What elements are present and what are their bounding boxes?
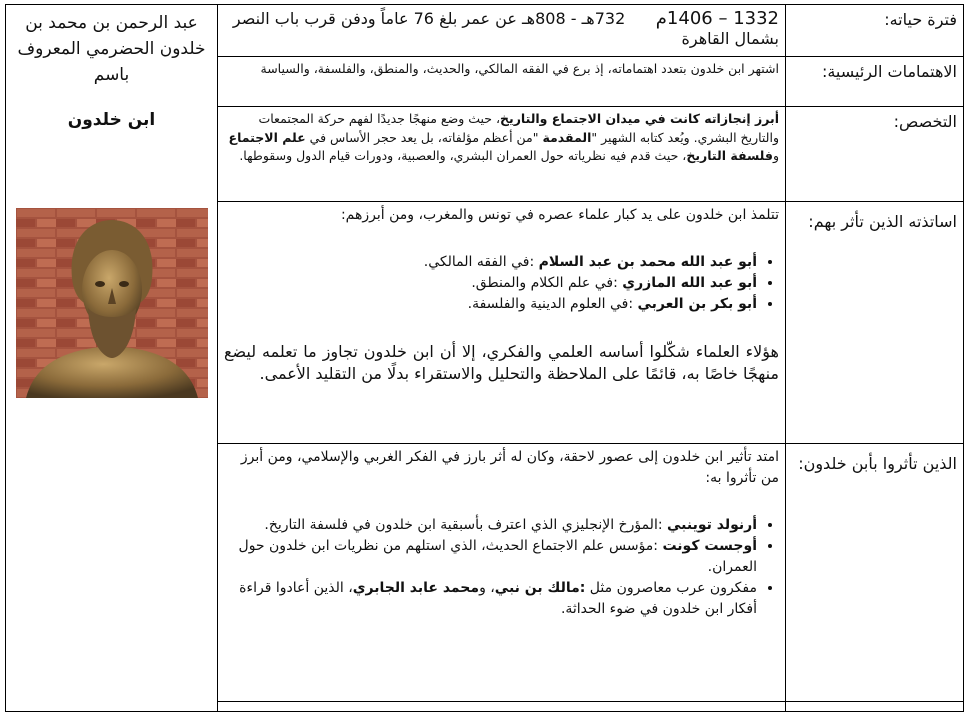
teachers-cell: [218, 202, 786, 444]
list-item: [224, 273, 757, 294]
empty-cell: [218, 702, 786, 712]
specialty-label: التخصص:: [786, 107, 964, 202]
influenced-desc: ، الذين أعادوا قراءة أفكار ابن خلدون في ضوء الحداثة.: [239, 580, 757, 617]
specialty-highlight-1: أبرز إنجازاته كانت في ميدان الاجتماع والتاريخ: [500, 111, 779, 126]
specialty-text: [218, 107, 786, 202]
specialty-part: "من أعظم مؤلفاته، بل يعد حجر الأساس في: [305, 129, 543, 145]
teacher-desc: :في العلوم الدينية والفلسفة.: [467, 296, 638, 312]
teacher-name: أبو بكر بن العربي: [637, 296, 757, 312]
bust-portrait-icon: [16, 208, 208, 398]
specialty-part: ، حيث قدم فيه نظرياته حول العمران البشري، والعصبية، ودورات قيام الدول وسقوطها.: [239, 148, 687, 163]
specialty-part: ، حيث وضع منهجًا جديدًا لفهم حركة المجتمعات والتاريخ البشري. ويُعد كتابه الشهير ": [258, 111, 779, 145]
teacher-name: أبو عبد الله المازري: [622, 275, 757, 291]
specialty-highlight-book: المقدمة: [542, 129, 592, 145]
specialty-highlight-history: فلسفة التاريخ: [686, 148, 773, 163]
empty-cell: [786, 702, 964, 712]
influenced-name: أوجست كونت: [662, 538, 757, 554]
teachers-intro: تتلمذ ابن خلدون على يد كبار علماء عصره في تونس والمغرب، ومن أبرزهم:: [340, 207, 779, 223]
teachers-label: اساتذته الذين تأثر بهم:: [786, 202, 964, 444]
influenced-list: [224, 515, 757, 620]
influenced-desc: :مؤسس علم الاجتماع الحديث، الذي استلهم من نظريات ابن خلدون حول العمران.: [238, 538, 757, 575]
full-name: عبد الرحمن بن محمد بن خلدون الحضرمي المعروف باسم: [17, 13, 206, 85]
influenced-name: :مالك بن نبي: [494, 580, 586, 596]
life-row: [6, 5, 964, 57]
short-name: ابن خلدون: [67, 110, 156, 130]
life-label: فترة حياته:: [786, 5, 964, 57]
list-item: [224, 515, 757, 536]
sidebar-cell: [6, 5, 218, 712]
influenced-name: محمد عابد الجابري: [352, 580, 480, 596]
life-text: عن عمر بلغ 76 عاماً ودفن قرب باب النصر بشمال القاهرة: [232, 9, 779, 48]
list-item: [224, 252, 757, 273]
teacher-desc: :في علم الكلام والمنطق.: [471, 275, 623, 291]
teachers-outro: هؤلاء العلماء شكّلوا أساسه العلمي والفكري، إلا أن ابن خلدون تجاوز ما تعلمه ليضع منهجًا خاصًا به، قائمًا على الملاحظة والتحليل والاستقراء بدلًا من التقليد الأعمى.: [224, 342, 779, 383]
influenced-intro: امتد تأثير ابن خلدون إلى عصور لاحقة، وكان له أثر بارز في الفكر الغربي والإسلامي، ومن أبرز من تأثروا به:: [240, 449, 779, 486]
biography-table: [5, 4, 964, 712]
teachers-list: [224, 252, 757, 315]
specialty-part: و: [772, 148, 779, 163]
influenced-name: أرنولد توينبي: [667, 517, 757, 533]
influenced-desc: ، و: [479, 580, 495, 596]
interests-label: الاهتمامات الرئيسية:: [786, 57, 964, 107]
teacher-desc: :في الفقه المالكي.: [423, 254, 539, 270]
list-item: [224, 536, 757, 578]
life-years-hijri: 732هـ - 808هـ: [521, 9, 626, 28]
teacher-name: أبو عبد الله محمد بن عبد السلام: [538, 254, 757, 270]
influenced-desc: :المؤرخ الإنجليزي الذي اعترف بأسبقية ابن خلدون في فلسفة التاريخ.: [264, 517, 667, 533]
life-years-gregorian: 1332 – 1406م: [655, 8, 779, 29]
influenced-cell: [218, 444, 786, 702]
influenced-label: الذين تأثروا بأبن خلدون:: [786, 444, 964, 702]
influenced-desc: مفكرون عرب معاصرون مثل: [585, 580, 757, 596]
list-item: [224, 294, 757, 315]
list-item: [224, 578, 757, 620]
life-cell: [218, 5, 786, 57]
specialty-highlight-sociology: علم الاجتماع: [228, 129, 306, 145]
interests-text: اشتهر ابن خلدون بتعدد اهتماماته، إذ برع في الفقه المالكي، والحديث، والمنطق، والفلسفة، والسياسة: [218, 57, 786, 107]
